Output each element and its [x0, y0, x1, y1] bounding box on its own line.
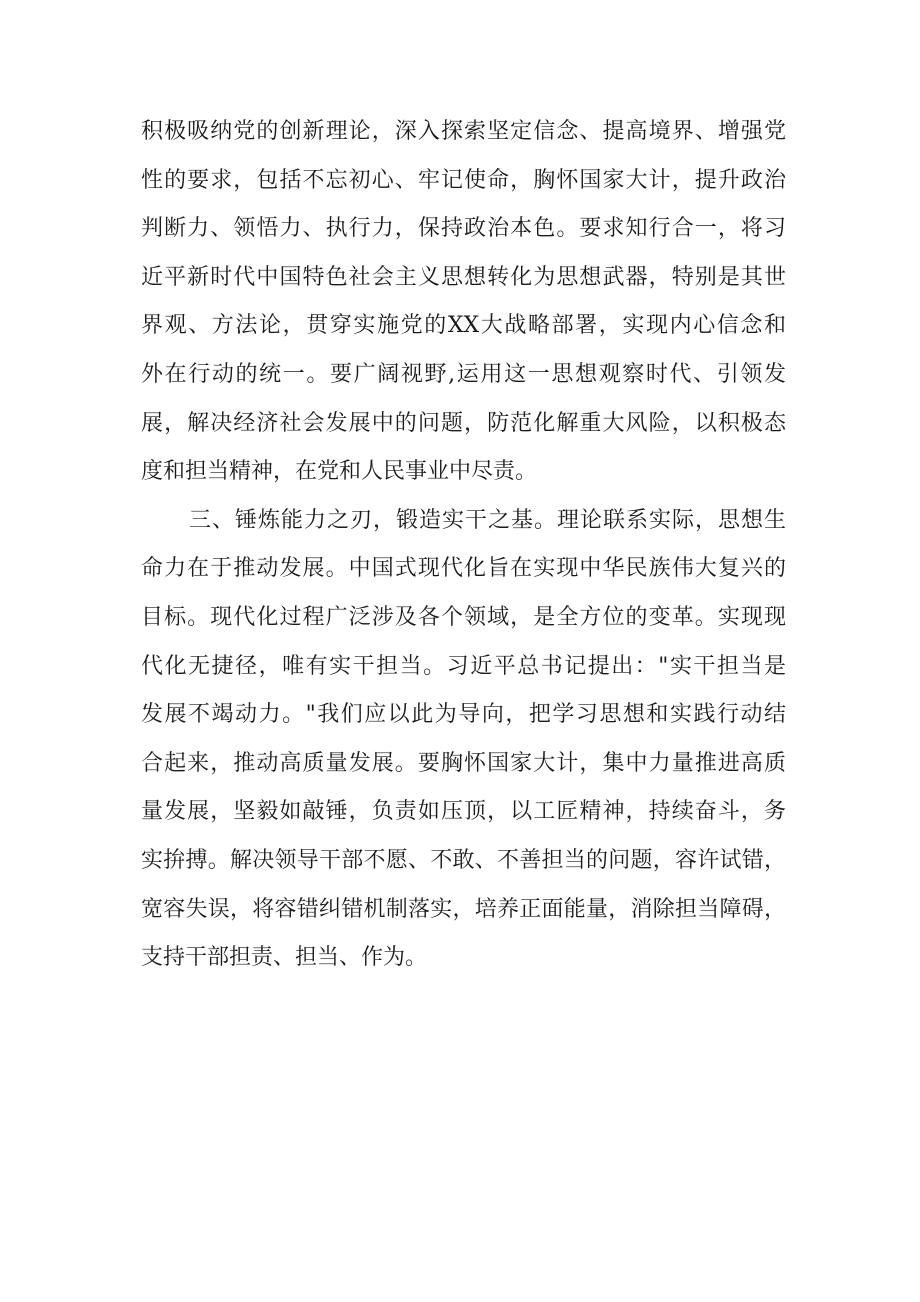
text-line: 展，解决经济社会发展中的问题，防范化解重大风险，以积极态: [141, 410, 786, 436]
text-line: 近平新时代中国特色社会主义思想转化为思想武器，特别是其世: [141, 264, 786, 290]
text-line: 目标。现代化过程广泛涉及各个领域，是全方位的变革。实现现: [141, 604, 786, 630]
text-line: 宽容失误，将容错纠错机制落实，培养正面能量，消除担当障碍，: [141, 896, 786, 922]
text-line: 性的要求，包括不忘初心、牢记使命，胸怀国家大计，提升政治: [141, 167, 786, 193]
text-line-paragraph-end: 支持干部担责、担当、作为。: [141, 945, 428, 971]
text-line: 界观、方法论，贯穿实施党的XX大战略部署，实现内心信念和: [141, 313, 786, 339]
text-line: 量发展，坚毅如敲锤，负责如压顶，以工匠精神，持续奋斗，务: [141, 799, 786, 825]
text-line: 积极吸纳党的创新理论，深入探索坚定信念、提高境界、增强党: [141, 119, 786, 144]
section-three-heading-line: 三、锤炼能力之刃，锻造实干之基。理论联系实际，思想生: [189, 507, 786, 533]
text-line: 外在行动的统一。要广阔视野,运用这一思想观察时代、引领发: [141, 361, 786, 387]
text-line: 命力在于推动发展。中国式现代化旨在实现中华民族伟大复兴的: [141, 556, 786, 582]
text-line: 判断力、领悟力、执行力，保持政治本色。要求知行合一，将习: [141, 216, 786, 242]
text-line: 发展不竭动力。"我们应以此为导向，把学习思想和实践行动结: [141, 702, 786, 728]
body-text: [141, 108, 786, 983]
text-line: 实拚搏。解决领导干部不愿、不敢、不善担当的问题，容许试错，: [141, 847, 786, 873]
text-line-paragraph-end: 度和担当精神，在党和人民事业中尽责。: [141, 459, 538, 485]
text-line: 合起来，推动高质量发展。要胸怀国家大计，集中力量推进高质: [141, 750, 786, 776]
text-line: 代化无捷径，唯有实干担当。习近平总书记提出："实干担当是: [141, 653, 786, 679]
